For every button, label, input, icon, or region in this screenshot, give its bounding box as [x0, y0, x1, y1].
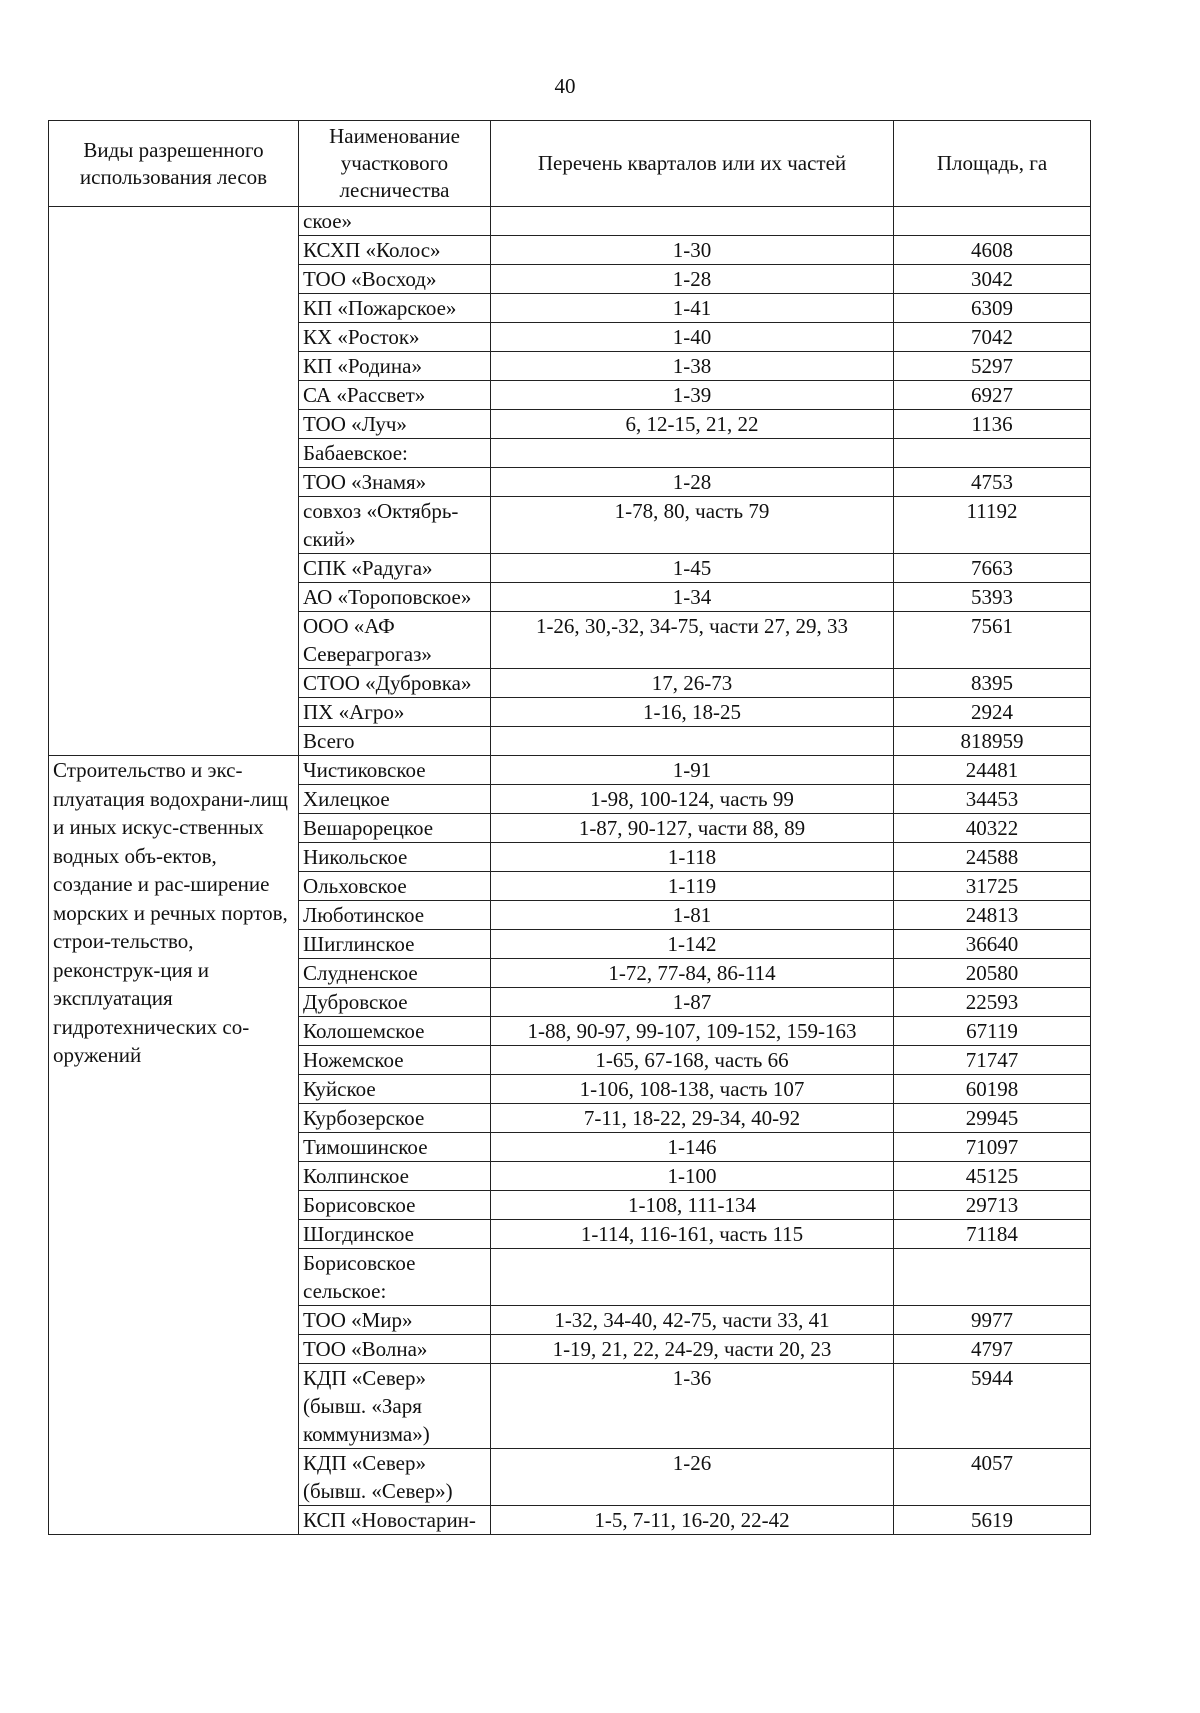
quarters-cell: 1-91 — [491, 756, 894, 785]
area-cell: 8395 — [894, 669, 1091, 698]
area-cell: 4797 — [894, 1335, 1091, 1364]
quarters-cell: 17, 26-73 — [491, 669, 894, 698]
quarters-cell: 1-87 — [491, 988, 894, 1017]
forestry-name-cell: Борисовское — [299, 1191, 491, 1220]
quarters-cell: 1-28 — [491, 265, 894, 294]
forestry-name-cell: ТОО «Луч» — [299, 410, 491, 439]
page-number: 40 — [554, 74, 576, 98]
forestry-name-cell: Курбозерское — [299, 1104, 491, 1133]
forestry-name-cell: Шогдинское — [299, 1220, 491, 1249]
quarters-cell: 1-40 — [491, 323, 894, 352]
area-cell: 60198 — [894, 1075, 1091, 1104]
area-cell: 4753 — [894, 468, 1091, 497]
forestry-name-cell: ТОО «Мир» — [299, 1306, 491, 1335]
area-cell: 29713 — [894, 1191, 1091, 1220]
area-cell: 5297 — [894, 352, 1091, 381]
area-cell: 6927 — [894, 381, 1091, 410]
header-quarters: Перечень кварталов или их частей — [491, 121, 894, 207]
area-cell: 4608 — [894, 236, 1091, 265]
area-cell: 3042 — [894, 265, 1091, 294]
quarters-cell: 1-5, 7-11, 16-20, 22-42 — [491, 1506, 894, 1535]
quarters-cell — [491, 727, 894, 756]
header-use-type: Виды разрешенного использования лесов — [49, 121, 299, 207]
area-cell: 1136 — [894, 410, 1091, 439]
forestry-name-cell: совхоз «Октябрь-ский» — [299, 497, 491, 554]
forestry-name-cell: Борисовское сельское: — [299, 1249, 491, 1306]
table-row — [49, 207, 1091, 236]
forestry-name-cell: КСП «Новостарин- — [299, 1506, 491, 1535]
quarters-cell — [491, 439, 894, 468]
forestry-name-cell: КП «Родина» — [299, 352, 491, 381]
area-cell: 7663 — [894, 554, 1091, 583]
header-forestry-name: Наименование участкового лесничества — [299, 121, 491, 207]
area-cell — [894, 207, 1091, 236]
area-cell: 40322 — [894, 814, 1091, 843]
quarters-cell: 1-87, 90-127, части 88, 89 — [491, 814, 894, 843]
quarters-cell: 1-26, 30,-32, 34-75, части 27, 29, 33 — [491, 612, 894, 669]
forestry-name-cell: СТОО «Дубровка» — [299, 669, 491, 698]
forestry-name-cell: Хилецкое — [299, 785, 491, 814]
table-header-row — [49, 121, 1091, 207]
area-cell: 24813 — [894, 901, 1091, 930]
quarters-cell: 1-119 — [491, 872, 894, 901]
area-cell: 34453 — [894, 785, 1091, 814]
forestry-name-cell: КДП «Север» (бывш. «Север») — [299, 1449, 491, 1506]
forest-use-table — [48, 120, 1091, 1535]
area-cell: 7042 — [894, 323, 1091, 352]
quarters-cell: 1-98, 100-124, часть 99 — [491, 785, 894, 814]
forestry-name-cell: Слудненское — [299, 959, 491, 988]
use-type-cell: Строительство и экс-плуатация водохрани-лищ и иных искус-ственных водных объ-ектов, создание и рас-ширение морских и речных портов, строи-тельство, реконструк-ция и эксплуатация гидротехнических со-оружений — [49, 756, 299, 1535]
quarters-cell: 1-118 — [491, 843, 894, 872]
area-cell — [894, 439, 1091, 468]
forestry-name-cell: СПК «Радуга» — [299, 554, 491, 583]
area-cell: 5944 — [894, 1364, 1091, 1449]
forestry-name-cell: КСХП «Колос» — [299, 236, 491, 265]
forestry-name-cell: ТОО «Знамя» — [299, 468, 491, 497]
quarters-cell — [491, 1249, 894, 1306]
area-cell: 22593 — [894, 988, 1091, 1017]
forestry-name-cell: Тимошинское — [299, 1133, 491, 1162]
quarters-cell: 1-16, 18-25 — [491, 698, 894, 727]
forestry-name-cell: КДП «Север» (бывш. «Заря коммунизма») — [299, 1364, 491, 1449]
area-cell: 71184 — [894, 1220, 1091, 1249]
quarters-cell: 6, 12-15, 21, 22 — [491, 410, 894, 439]
area-cell: 71097 — [894, 1133, 1091, 1162]
section-1-body — [49, 207, 1091, 756]
area-cell: 5393 — [894, 583, 1091, 612]
forestry-name-cell: Чистиковское — [299, 756, 491, 785]
quarters-cell: 1-65, 67-168, часть 66 — [491, 1046, 894, 1075]
quarters-cell: 1-34 — [491, 583, 894, 612]
quarters-cell: 1-19, 21, 22, 24-29, части 20, 23 — [491, 1335, 894, 1364]
forestry-name-cell: ПХ «Агро» — [299, 698, 491, 727]
area-cell: 20580 — [894, 959, 1091, 988]
forestry-name-cell: Шиглинское — [299, 930, 491, 959]
forestry-name-cell: Дубровское — [299, 988, 491, 1017]
quarters-cell: 1-45 — [491, 554, 894, 583]
use-type-cell-continued — [49, 207, 299, 756]
forestry-name-cell: ТОО «Волна» — [299, 1335, 491, 1364]
quarters-cell: 1-78, 80, часть 79 — [491, 497, 894, 554]
forestry-name-cell: Колпинское — [299, 1162, 491, 1191]
area-cell: 5619 — [894, 1506, 1091, 1535]
quarters-cell: 1-146 — [491, 1133, 894, 1162]
forestry-name-cell: ТОО «Восход» — [299, 265, 491, 294]
area-cell: 36640 — [894, 930, 1091, 959]
area-cell — [894, 1249, 1091, 1306]
area-cell: 24481 — [894, 756, 1091, 785]
quarters-cell: 1-26 — [491, 1449, 894, 1506]
quarters-cell: 1-100 — [491, 1162, 894, 1191]
forestry-name-cell: Ножемское — [299, 1046, 491, 1075]
quarters-cell: 1-28 — [491, 468, 894, 497]
area-cell: 45125 — [894, 1162, 1091, 1191]
section-2-body — [49, 756, 1091, 1535]
area-cell: 31725 — [894, 872, 1091, 901]
area-cell: 818959 — [894, 727, 1091, 756]
table-row — [49, 756, 1091, 785]
quarters-cell: 1-30 — [491, 236, 894, 265]
area-cell: 67119 — [894, 1017, 1091, 1046]
area-cell: 6309 — [894, 294, 1091, 323]
forestry-name-cell: КП «Пожарское» — [299, 294, 491, 323]
quarters-cell: 7-11, 18-22, 29-34, 40-92 — [491, 1104, 894, 1133]
quarters-cell: 1-41 — [491, 294, 894, 323]
quarters-cell: 1-106, 108-138, часть 107 — [491, 1075, 894, 1104]
quarters-cell: 1-32, 34-40, 42-75, части 33, 41 — [491, 1306, 894, 1335]
quarters-cell: 1-81 — [491, 901, 894, 930]
forestry-name-cell: ское» — [299, 207, 491, 236]
forestry-name-cell: Никольское — [299, 843, 491, 872]
area-cell: 29945 — [894, 1104, 1091, 1133]
quarters-cell: 1-114, 116-161, часть 115 — [491, 1220, 894, 1249]
forestry-name-cell: КХ «Росток» — [299, 323, 491, 352]
forestry-name-cell: Ольховское — [299, 872, 491, 901]
forestry-name-cell: Люботинское — [299, 901, 491, 930]
area-cell: 7561 — [894, 612, 1091, 669]
forestry-name-cell: Вешарорецкое — [299, 814, 491, 843]
forestry-name-cell: АО «Тороповское» — [299, 583, 491, 612]
forestry-name-cell: СА «Рассвет» — [299, 381, 491, 410]
area-cell: 4057 — [894, 1449, 1091, 1506]
quarters-cell: 1-108, 111-134 — [491, 1191, 894, 1220]
quarters-cell: 1-38 — [491, 352, 894, 381]
forestry-name-cell: ООО «АФ Северагрогаз» — [299, 612, 491, 669]
forestry-name-cell: Всего — [299, 727, 491, 756]
area-cell: 2924 — [894, 698, 1091, 727]
area-cell: 24588 — [894, 843, 1091, 872]
quarters-cell: 1-72, 77-84, 86-114 — [491, 959, 894, 988]
quarters-cell: 1-36 — [491, 1364, 894, 1449]
quarters-cell: 1-39 — [491, 381, 894, 410]
forestry-name-cell: Колошемское — [299, 1017, 491, 1046]
forestry-name-cell: Бабаевское: — [299, 439, 491, 468]
quarters-cell: 1-142 — [491, 930, 894, 959]
area-cell: 71747 — [894, 1046, 1091, 1075]
header-area: Площадь, га — [894, 121, 1091, 207]
area-cell: 9977 — [894, 1306, 1091, 1335]
forestry-name-cell: Куйское — [299, 1075, 491, 1104]
quarters-cell: 1-88, 90-97, 99-107, 109-152, 159-163 — [491, 1017, 894, 1046]
quarters-cell — [491, 207, 894, 236]
area-cell: 11192 — [894, 497, 1091, 554]
